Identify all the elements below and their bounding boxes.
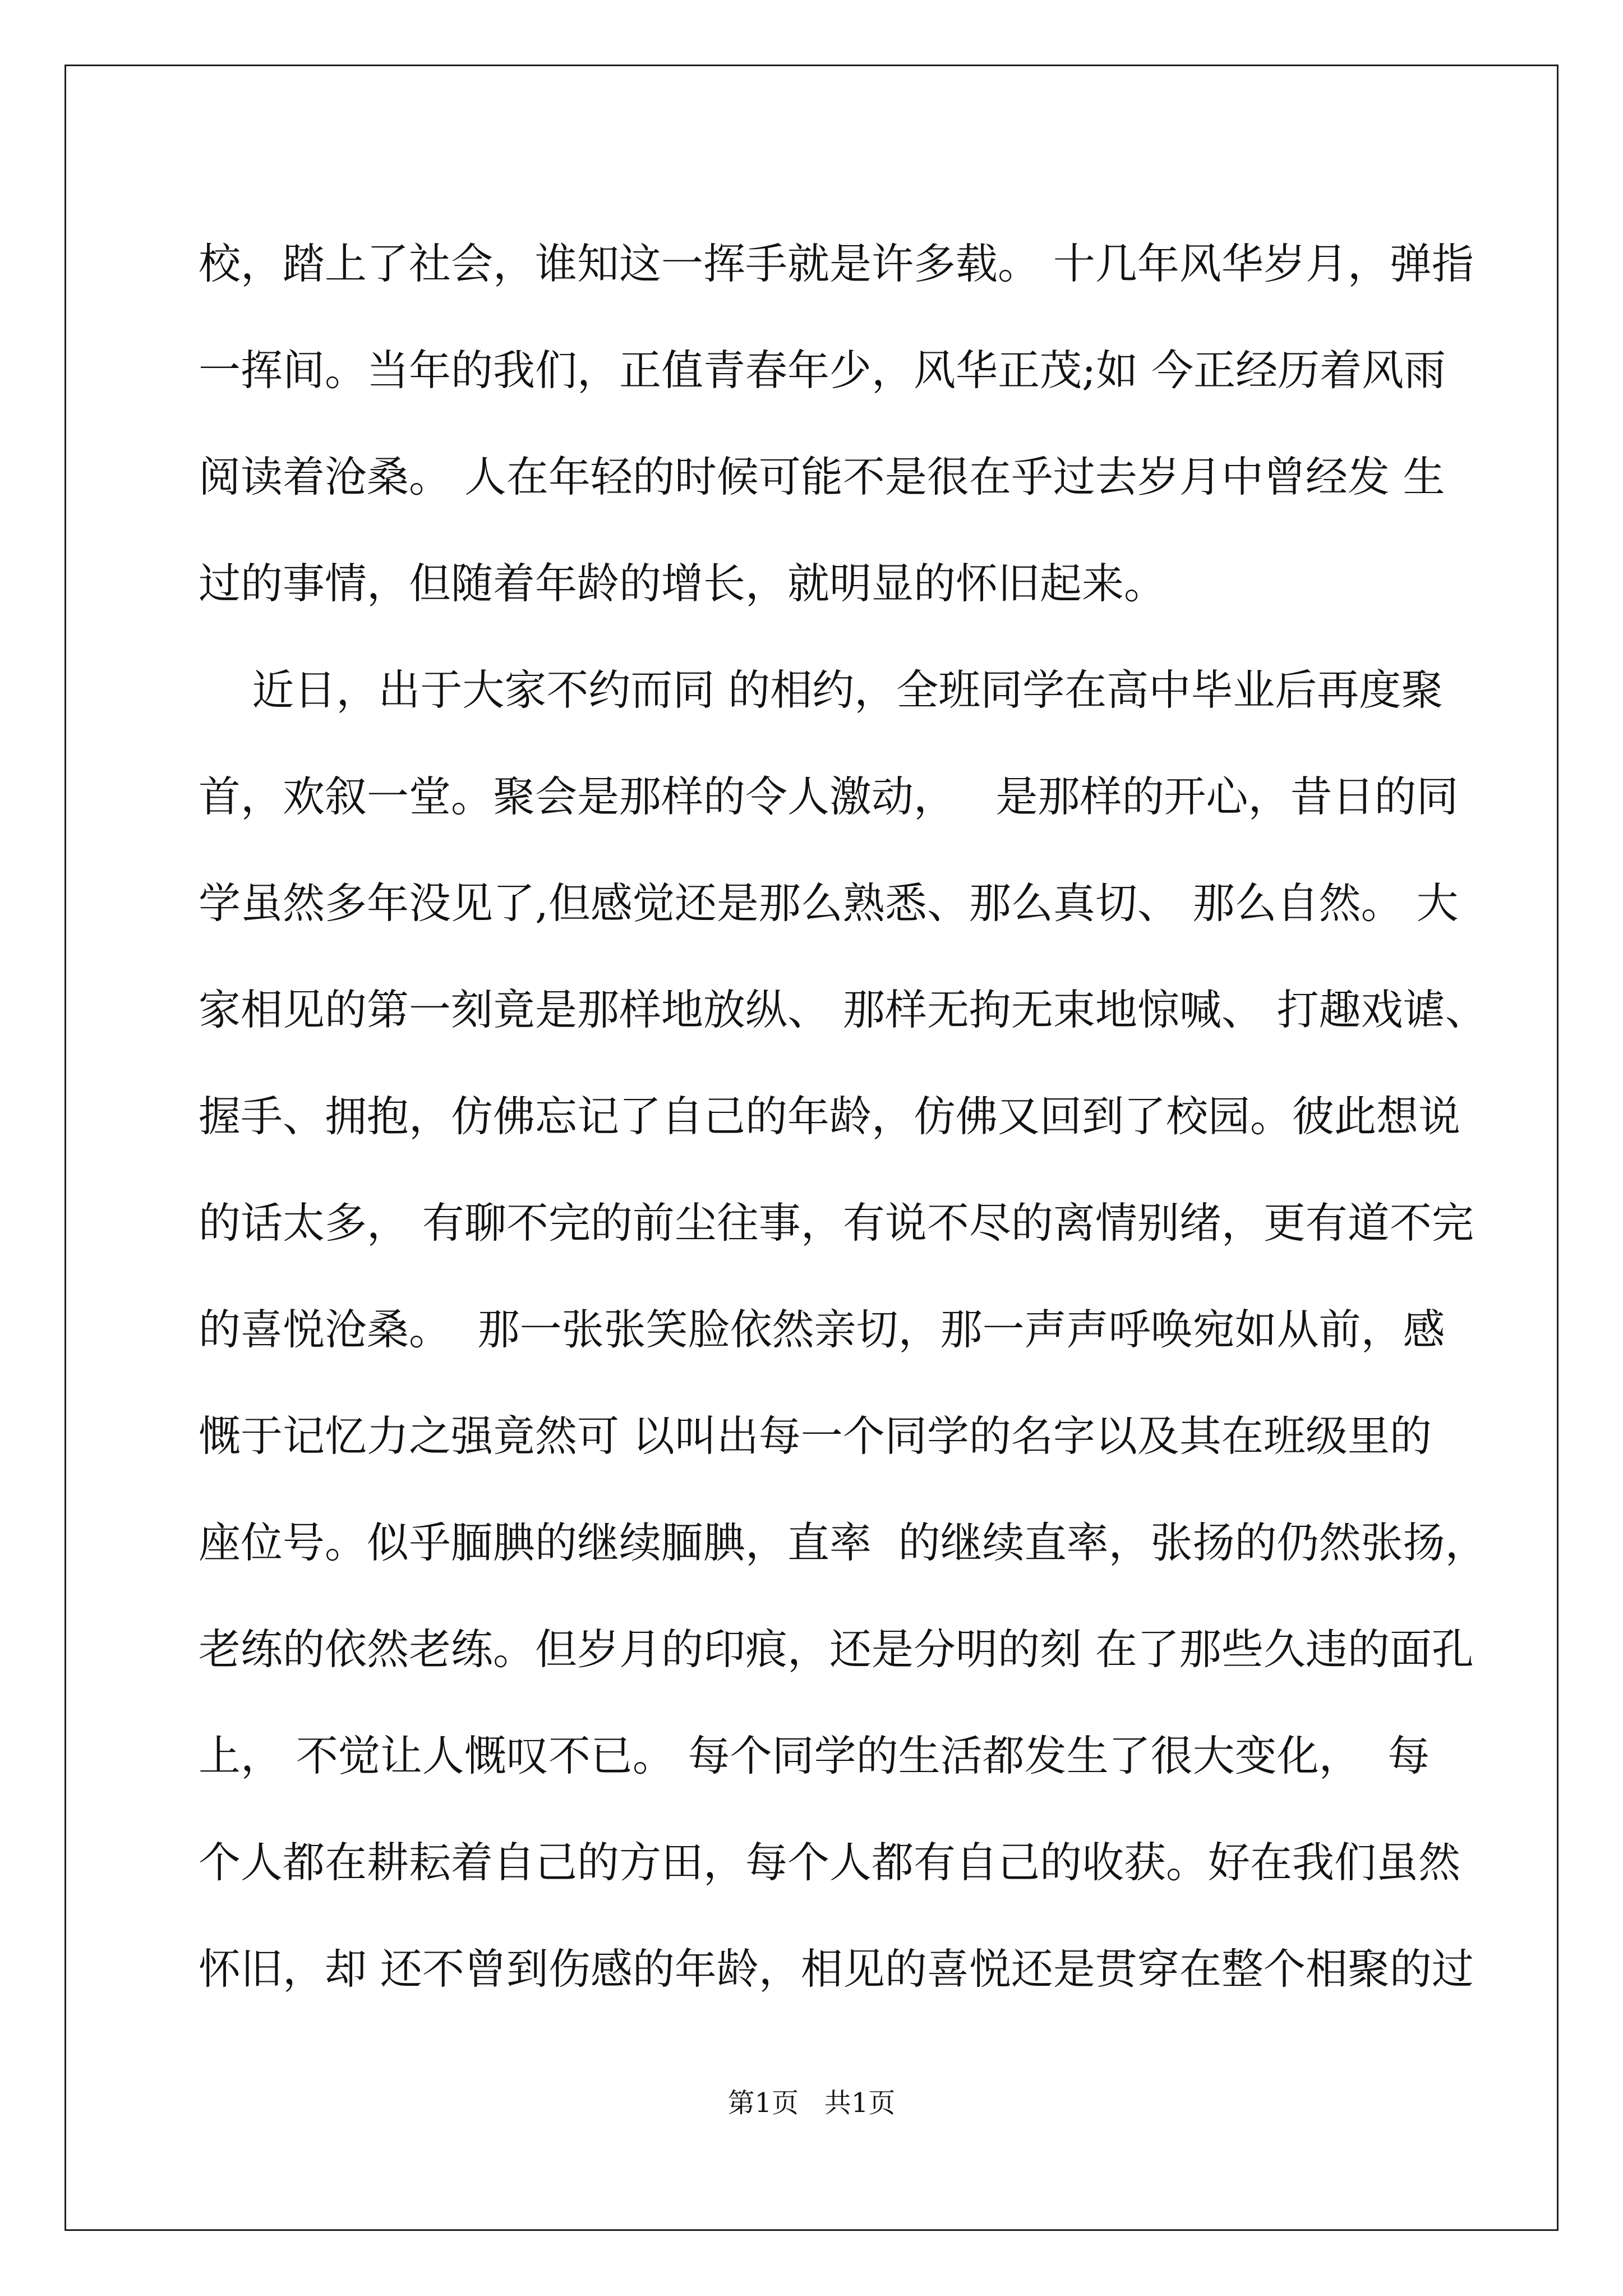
text-line: 座位号。似乎腼腆的继续腼腆，直率 的继续直率，张扬的仍然张扬，	[199, 1518, 1487, 1567]
text-line: 老练的依然老练。但岁月的印痕，还是分明的刻 在了那些久违的面孔	[199, 1625, 1474, 1674]
text-line: 上， 不觉让人慨叹不已。 每个同学的生活都发生了很大变化， 每	[199, 1731, 1430, 1780]
text-line: 阅读着沧桑。 人在年轻的时候可能不是很在乎过去岁月中曾经发 生	[199, 452, 1445, 501]
text-line: 近日，出于大家不约而同 的相约，全班同学在高中毕业后再度聚	[199, 665, 1444, 715]
page-number-footer: 第1页 共1页	[727, 2087, 896, 2119]
text-line: 的话太多， 有聊不完的前尘往事，有说不尽的离情别绪，更有道不完	[199, 1198, 1474, 1248]
text-line: 家相见的第一刻竟是那样地放纵、 那样无拘无束地惊喊、 打趣戏谑、	[199, 985, 1487, 1034]
text-line: 的喜悦沧桑。 那一张张笑脸依然亲切，那一声声呼唤宛如从前，感	[199, 1305, 1445, 1354]
text-line: 过的事情，但随着年龄的增长，就明显的怀旧起来。	[199, 559, 1166, 608]
text-line: 个人都在耕耘着自己的方田，每个人都有自己的收获。好在我们虽然	[199, 1838, 1461, 1887]
text-line: 握手、拥抱，仿佛忘记了自己的年龄，仿佛又回到了校园。彼此想说	[199, 1092, 1461, 1141]
text-line: 学虽然多年没见了,但感觉还是那么熟悉、那么真切、 那么自然。 大	[199, 878, 1459, 928]
document-body	[199, 210, 1487, 2022]
text-line: 校，踏上了社会，谁知这一挥手就是许多载。 十几年风华岁月，弹指	[199, 239, 1474, 288]
text-line: 慨于记忆力之强竟然可 以叫出每一个同学的名字以及其在班级里的	[199, 1411, 1432, 1461]
text-line: 首，欢叙一堂。聚会是那样的令人激动， 是那样的开心，昔日的同	[199, 772, 1459, 821]
text-line: 一挥间。当年的我们，正值青春年少，风华正茂;如 今正经历着风雨	[199, 346, 1446, 395]
text-line: 怀旧，却 还不曾到伤感的年龄，相见的喜悦还是贯穿在整个相聚的过	[199, 1944, 1474, 1994]
